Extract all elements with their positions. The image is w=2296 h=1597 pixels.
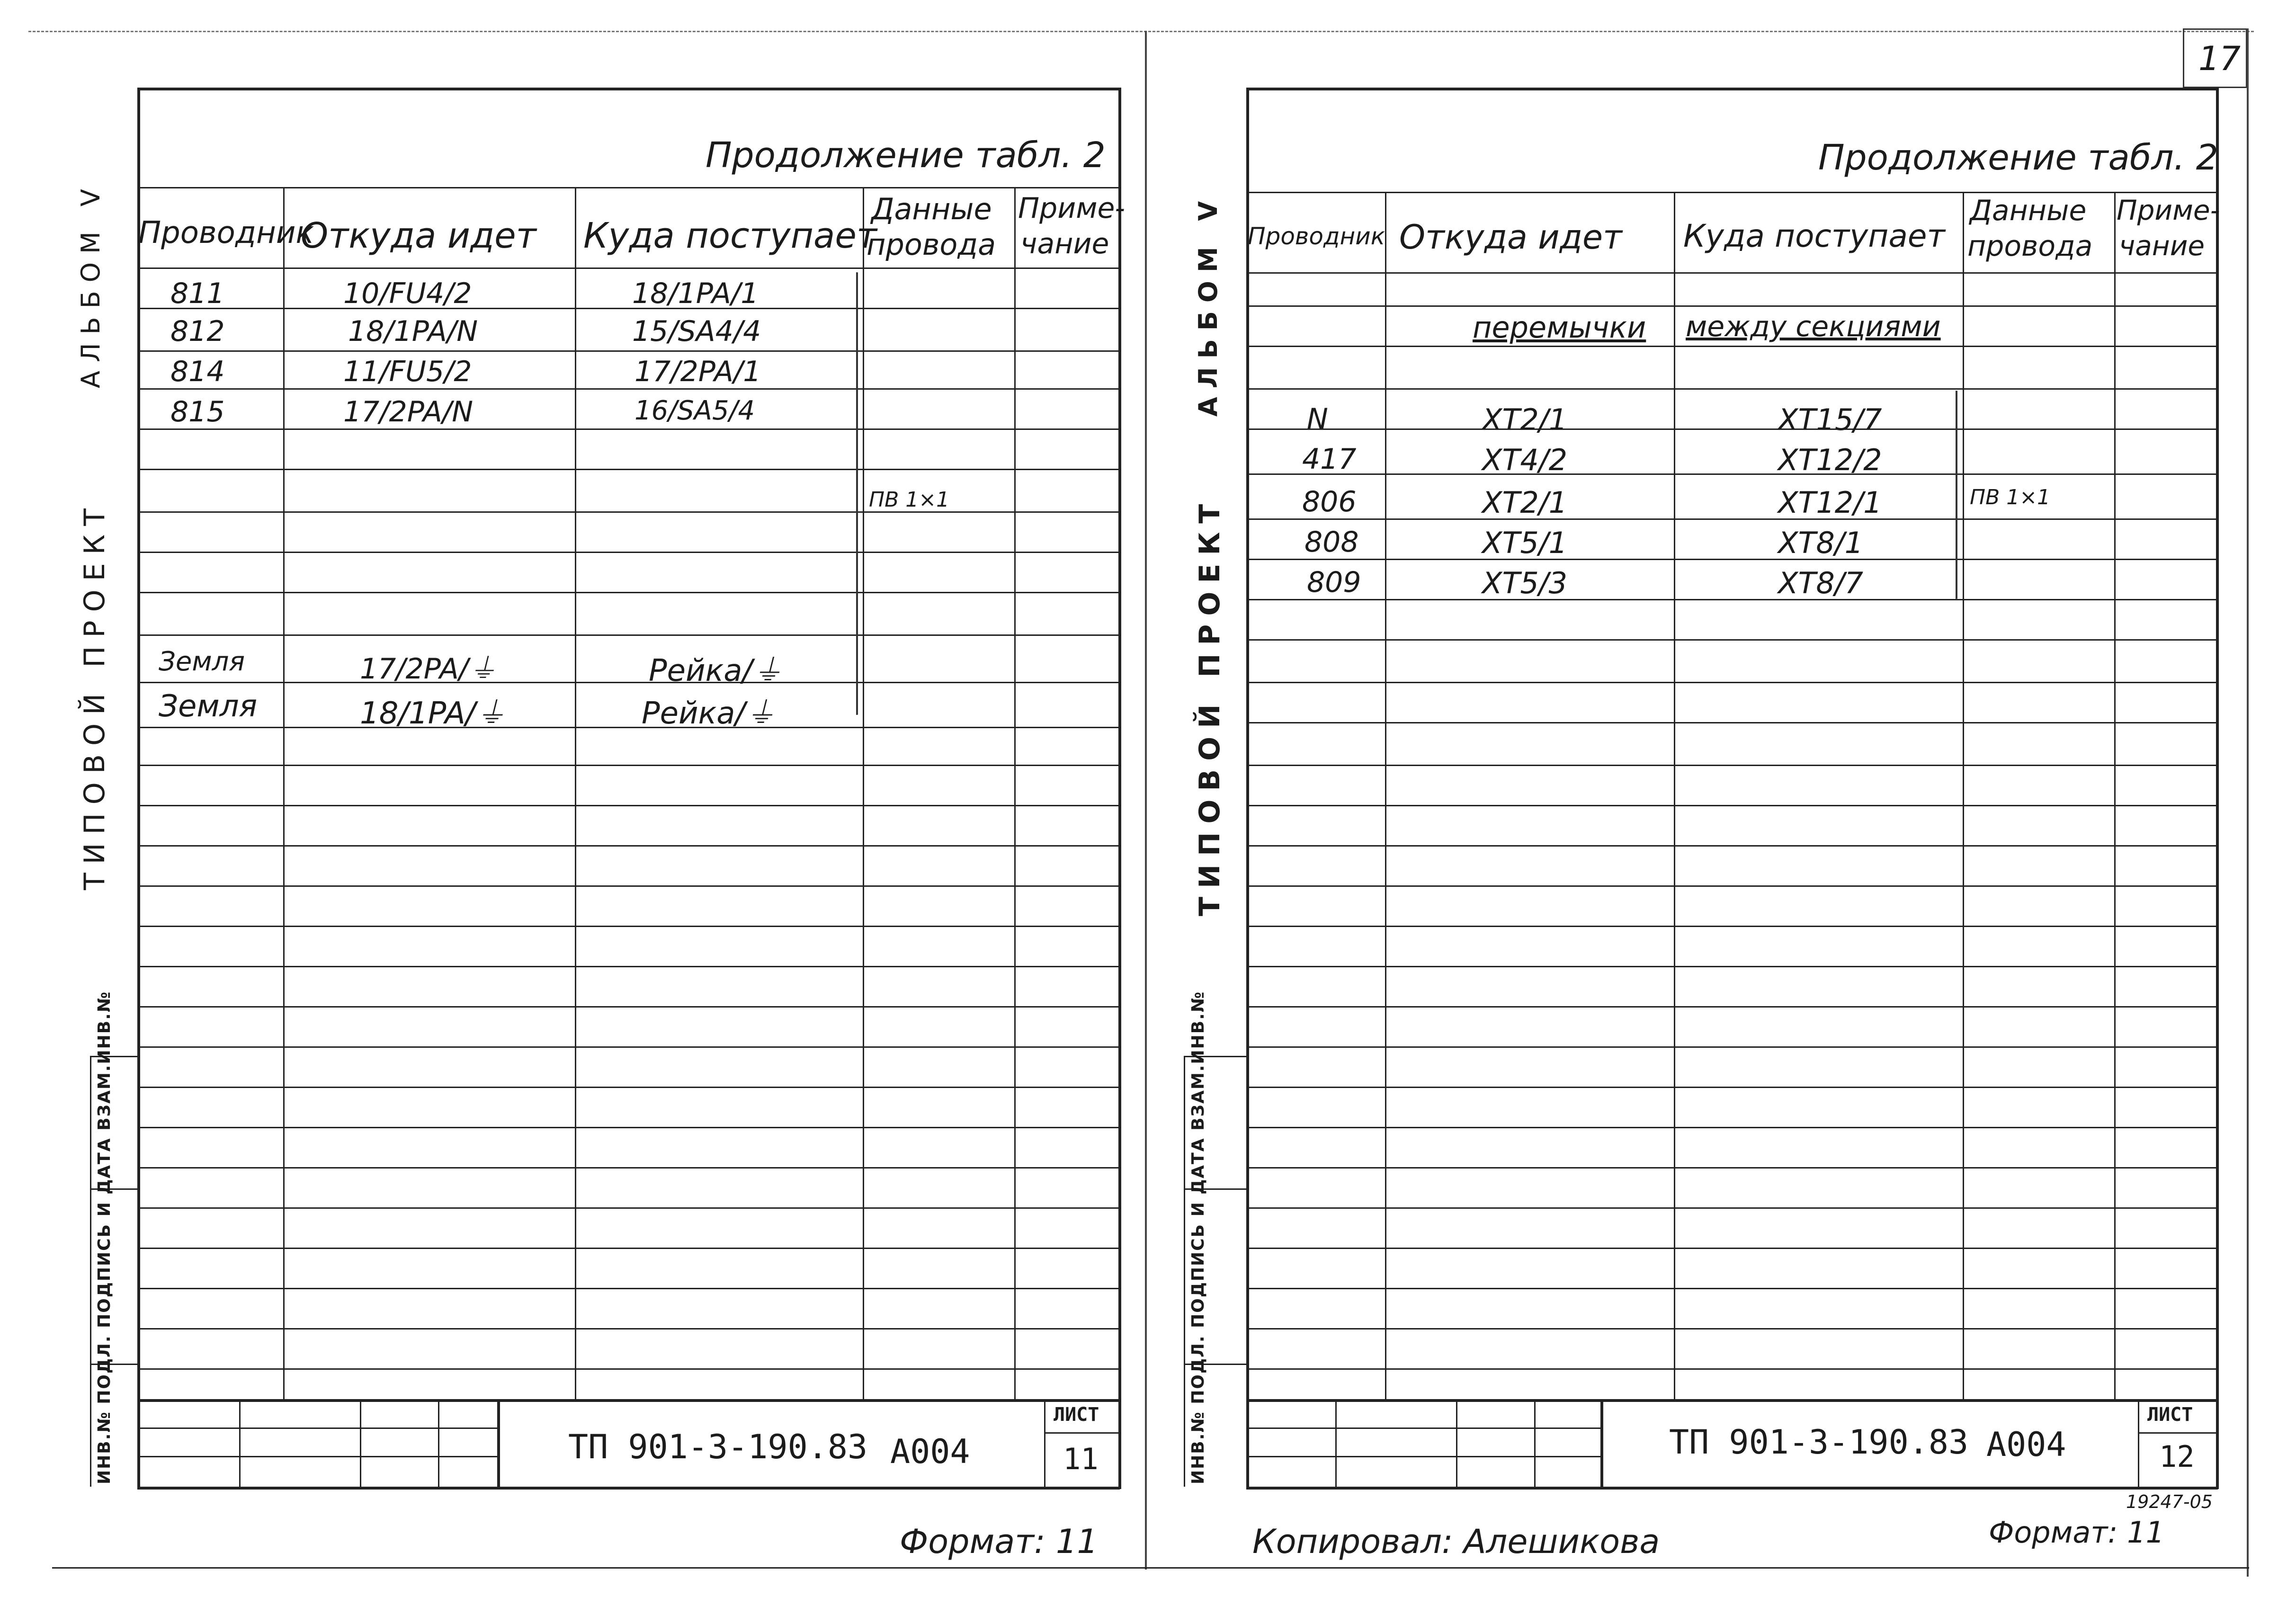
right-row-to: XT15/7 bbox=[1778, 402, 1882, 437]
left-doc-code: ТП 901-3-190.83 bbox=[568, 1427, 868, 1466]
left-row-to: 17/2PA/1 bbox=[634, 355, 761, 388]
right-row-conductor: 417 bbox=[1302, 443, 1357, 476]
right-continuation-title: Продолжение табл. 2 bbox=[1818, 137, 2218, 178]
right-row-to: XT12/2 bbox=[1778, 443, 1882, 477]
right-row-conductor: 809 bbox=[1307, 566, 1361, 599]
left-row-from: 11/FU5/2 bbox=[343, 355, 472, 388]
left-row-from: 18/1PA/⏚ bbox=[360, 696, 506, 731]
right-row-from: XT5/3 bbox=[1482, 566, 1568, 600]
right-header-conductor: Проводник bbox=[1248, 223, 1385, 250]
left-wire-data: ПВ 1×1 bbox=[869, 488, 950, 512]
right-row-from: XT4/2 bbox=[1482, 443, 1568, 477]
right-row-from: XT5/1 bbox=[1482, 526, 1568, 560]
left-row-conductor: 811 bbox=[170, 277, 225, 310]
left-header-from: Откуда идет bbox=[301, 215, 536, 256]
right-row-to: XT12/1 bbox=[1778, 485, 1882, 520]
left-format-label: Формат: 11 bbox=[900, 1522, 1098, 1561]
left-row-to: 16/SA5/4 bbox=[634, 395, 755, 426]
right-section-to: между секциями bbox=[1686, 310, 1941, 343]
left-header-note-1: Приме- bbox=[1018, 192, 1126, 225]
left-row-to: 18/1PA/1 bbox=[632, 277, 759, 310]
right-header-data-2: провода bbox=[1967, 230, 2093, 263]
left-album-label: АЛЬБОМ V bbox=[76, 180, 106, 388]
right-doc-code: ТП 901-3-190.83 bbox=[1669, 1423, 1969, 1462]
left-stamp-label: ИНВ.№ ПОДЛ. ПОДПИСЬ И ДАТА ВЗАМ.ИНВ.№ bbox=[95, 990, 114, 1484]
right-album-code: А004 bbox=[1986, 1425, 2066, 1464]
left-continuation-title: Продолжение табл. 2 bbox=[706, 135, 1106, 176]
right-project-label: ТИПОВОЙ ПРОЕКТ bbox=[1193, 495, 1226, 916]
right-sheet-label: ЛИСТ bbox=[2147, 1404, 2193, 1426]
left-album-code: А004 bbox=[890, 1432, 970, 1471]
right-inventory-number: 19247-05 bbox=[2126, 1491, 2213, 1512]
left-row-to: Рейка/⏚ bbox=[649, 653, 783, 688]
left-row-from: 10/FU4/2 bbox=[343, 277, 472, 310]
right-header-from: Откуда идет bbox=[1399, 218, 1622, 257]
left-row-conductor: 815 bbox=[170, 395, 225, 428]
right-row-from: XT2/1 bbox=[1482, 485, 1568, 520]
right-row-conductor: N bbox=[1307, 402, 1328, 436]
right-header-to: Куда поступает bbox=[1683, 218, 1945, 254]
right-row-from: XT2/1 bbox=[1482, 402, 1568, 437]
left-header-to: Куда поступает bbox=[583, 215, 877, 256]
right-stamp-label: ИНВ.№ ПОДЛ. ПОДПИСЬ И ДАТА ВЗАМ.ИНВ.№ bbox=[1188, 990, 1208, 1484]
left-row-from: 17/2PA/N bbox=[343, 395, 473, 428]
left-project-label: ТИПОВОЙ ПРОЕКТ bbox=[78, 500, 111, 890]
right-wire-data: ПВ 1×1 bbox=[1970, 485, 2051, 509]
left-header-note-2: чание bbox=[1020, 227, 1109, 260]
left-row-from: 18/1PA/N bbox=[348, 315, 478, 348]
left-header-data-2: провода bbox=[867, 227, 996, 262]
left-row-conductor: 814 bbox=[170, 355, 225, 388]
right-row-conductor: 808 bbox=[1304, 526, 1359, 559]
left-row-to: Рейка/⏚ bbox=[642, 696, 776, 731]
right-sheet-number: 12 bbox=[2159, 1439, 2195, 1474]
left-header-data-1: Данные bbox=[871, 192, 992, 226]
right-wire-brace bbox=[1956, 391, 1966, 599]
page-number: 17 bbox=[2198, 39, 2241, 78]
left-sheet-label: ЛИСТ bbox=[1054, 1404, 1099, 1426]
right-copied-by: Копировал: Алешикова bbox=[1252, 1522, 1660, 1561]
right-row-to: XT8/7 bbox=[1778, 566, 1864, 600]
right-header-note-2: чание bbox=[2119, 230, 2205, 262]
left-row-to: 15/SA4/4 bbox=[632, 315, 761, 348]
right-album-label: АЛЬБОМ V bbox=[1193, 192, 1223, 417]
left-sheet-number: 11 bbox=[1063, 1442, 1099, 1476]
left-row-from: 17/2PA/⏚ bbox=[360, 652, 497, 686]
right-row-to: XT8/1 bbox=[1778, 526, 1864, 560]
left-row-conductor: Земля bbox=[159, 689, 258, 724]
left-row-conductor: 812 bbox=[170, 315, 225, 348]
right-header-note-1: Приме- bbox=[2117, 194, 2220, 226]
right-section-from: перемычки bbox=[1473, 310, 1646, 345]
left-header-conductor: Проводник bbox=[138, 215, 314, 250]
right-row-conductor: 806 bbox=[1302, 485, 1357, 518]
left-row-conductor: Земля bbox=[159, 646, 245, 677]
right-format-label: Формат: 11 bbox=[1989, 1515, 2165, 1550]
right-header-data-1: Данные bbox=[1970, 194, 2087, 227]
